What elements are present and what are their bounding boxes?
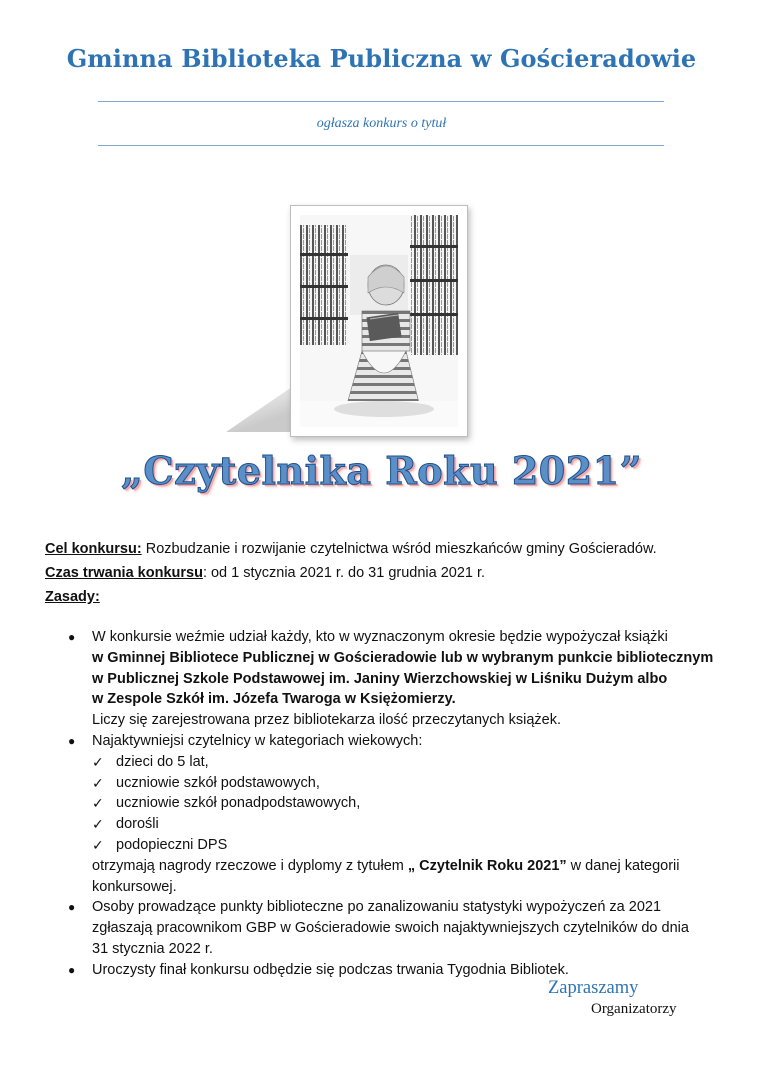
bullet-icon: ● — [68, 900, 76, 915]
rule-1-note: Liczy się zarejestrowana przez bibliotekarza ilość przeczytanych książek. — [92, 712, 562, 729]
bullet-icon: ● — [68, 733, 76, 748]
divider-bottom — [98, 145, 664, 146]
invitation-text: Zapraszamy — [548, 978, 639, 998]
category-item: ✓ uczniowie szkół podstawowych, — [92, 773, 726, 794]
rule-2-intro: Najaktywniejsi czytelnicy w kategoriach wiekowych: — [92, 732, 423, 749]
rules-list — [66, 627, 726, 981]
category-item: ✓ uczniowie szkół ponadpodstawowych, — [92, 793, 726, 814]
bullet-icon: ● — [68, 630, 76, 644]
duration-label: Czas trwania konkursu — [45, 565, 203, 581]
contest-title: „Czytelnika Roku 2021” — [121, 448, 642, 493]
photo-frame — [290, 205, 468, 437]
rule-2-prize: otrzymają nagrody rzeczowe i dyplomy z tytułem „ Czytelnik Roku 2021” w danej kategorii — [92, 857, 680, 874]
duration-text: : od 1 stycznia 2021 r. do 31 grudnia 2021 r. — [202, 565, 486, 581]
rule-1-location-1: w Gminnej Bibliotece Publicznej w Gościeradowie lub w wybranym punkcie bibliotecznym — [92, 649, 714, 666]
bullet-icon: ● — [68, 962, 76, 977]
rule-3-line-3: 31 stycznia 2022 r. — [92, 940, 213, 957]
rule-item — [66, 731, 726, 897]
library-name-heading: Gminna Biblioteka Publiczna w Gościeradowie — [66, 44, 697, 73]
contest-goal — [45, 538, 657, 560]
goal-label: Cel konkursu: — [45, 541, 142, 557]
checkmark-icon: ✓ — [92, 816, 104, 833]
rule-4: Uroczysty finał konkursu odbędzie się podczas trwania Tygodnia Bibliotek. — [92, 961, 569, 978]
goal-text: Rozbudzanie i rozwijanie czytelnictwa wśród mieszkańców gminy Gościeradów. — [141, 541, 657, 557]
announcement-subtitle: ogłasza konkurs o tytuł — [316, 116, 447, 131]
category-list — [92, 752, 726, 856]
rule-1-intro: W konkursie weźmie udział każdy, kto w wyznaczonym okresie będzie wypożyczał książki — [92, 629, 668, 645]
rule-item — [66, 627, 726, 731]
category-item: ✓ dzieci do 5 lat, — [92, 752, 726, 773]
rules-heading — [45, 586, 100, 608]
category-item: ✓ dorośli — [92, 814, 726, 835]
rule-1-location-3: w Zespole Szkół im. Józefa Twaroga w Księżomierzy. — [92, 691, 456, 708]
category-item: ✓ podopieczni DPS — [92, 835, 726, 856]
rule-1-location-2: w Publicznej Szkole Podstawowej im. Janiny Wierzchowskiej w Liśniku Dużym albo — [92, 670, 668, 687]
prize-title: „ Czytelnik Roku 2021” — [407, 857, 567, 874]
checkmark-icon: ✓ — [92, 795, 104, 812]
checkmark-icon: ✓ — [92, 836, 104, 853]
rule-item — [66, 897, 726, 959]
rule-3-line-2: zgłaszają pracownikom GBP w Gościeradowie swoich najaktywniejszych czytelników do dnia — [92, 920, 689, 937]
contest-duration — [45, 562, 485, 584]
rule-2-prize-end: konkursowej. — [92, 878, 177, 895]
reading-child-photo-icon — [300, 215, 458, 427]
checkmark-icon: ✓ — [92, 753, 104, 770]
rule-3-line-1: Osoby prowadzące punkty biblioteczne po zanalizowaniu statystyki wypożyczeń za 2021 — [92, 899, 662, 916]
divider-top — [98, 101, 664, 102]
checkmark-icon: ✓ — [92, 774, 104, 791]
rules-label: Zasady: — [45, 589, 100, 605]
organizers-signature: Organizatorzy — [591, 1001, 677, 1017]
